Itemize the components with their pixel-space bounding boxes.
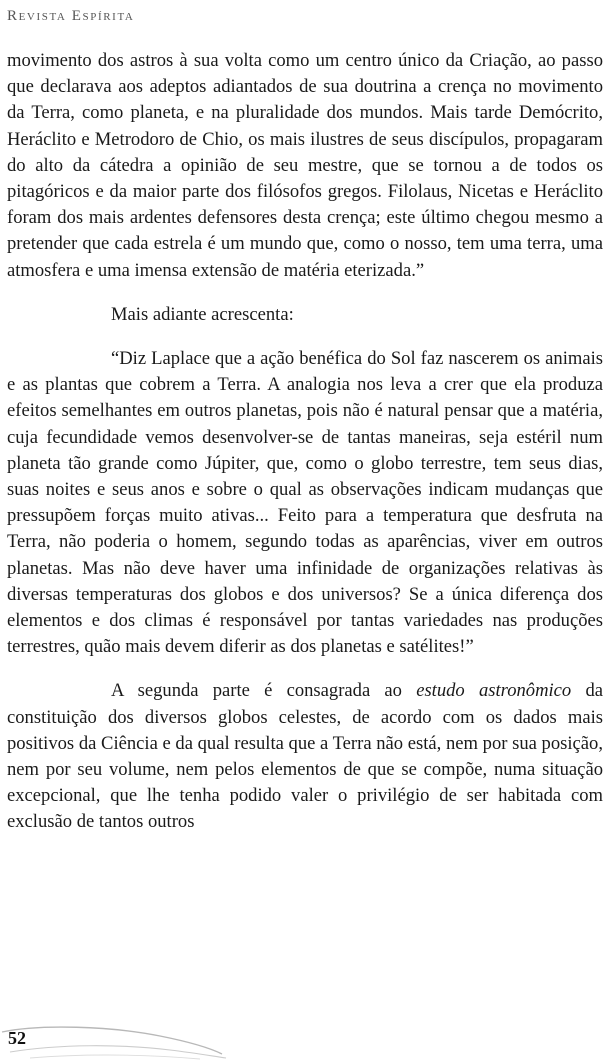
paragraph: movimento dos astros à sua volta como um centro único da Criação, ao passo que declarava aos adeptos adiantados de sua doutrina a crença no movimento da Terra, como planeta, e na pluralidade dos mundos. Mais tarde Demócrito, Heráclito e Metrodoro de Chio, os mais ilustres de seus discípulos, propagaram do alto da cátedra a opinião de seu mestre, que se tornou a de todos os pitagóricos e da maior parte dos filósofos gregos. Filolaus, Nicetas e Heráclito foram dos mais ardentes defensores desta crença; este último chegou mesmo a pretender que cada estrela é um mundo que, como o nosso, tem uma terra, uma atmosfera e uma imensa extensão de matéria eterizada.”: [7, 50, 603, 281]
paragraph-text: A segunda parte é consagrada ao: [111, 680, 417, 702]
page-footer: [0, 1018, 611, 1062]
article-body: [7, 48, 603, 836]
quote-paragraph: “Diz Laplace que a ação benéfica do Sol faz nascerem os animais e as plantas que cobrem a Terra. A analogia nos leva a crer que ela produza efeitos semelhantes em outros planetas, pois não é natural pensar que a matéria, cuja fecundidade vemos desenvolver-se de tantas maneiras, seja estéril num planeta tão grande como Júpiter, que, como o globo terrestre, tem seus dias, suas noites e seus anos e sobre o qual as observações indicam mudanças que pressupõem forças muito ativas... Feito para a temperatura que desfruta na Terra, não poderia o homem, segundo todas as aparências, viver em outros planetas. Mas não deve haver uma infinidade de organizações relativas às diversas temperaturas dos globos e dos universos? Se a única diferença dos elementos e dos climas é responsável por tantas variedades nas produções terrestres, quão mais devem diferir as dos planetas e satélites!”: [7, 348, 603, 658]
running-header: Revista Espírita: [7, 8, 135, 24]
decorative-swoosh-icon: [0, 1018, 230, 1062]
paragraph-text: da constituição dos diversos globos celestes, de acordo com os dados mais positivos da Ciência e da qual resulta que a Terra não está, nem por sua posição, nem por seu volume, nem pelos elementos de que se compõe, numa situação excepcional, que lhe tenha podido valer o privilégio de ser habitada com exclusão de tantos outros: [7, 680, 603, 833]
paragraph: Mais adiante acrescenta:: [111, 303, 294, 325]
italic-term: estudo astronômico: [416, 680, 572, 702]
page-number: 52: [8, 1028, 26, 1048]
paragraph: [7, 678, 603, 835]
